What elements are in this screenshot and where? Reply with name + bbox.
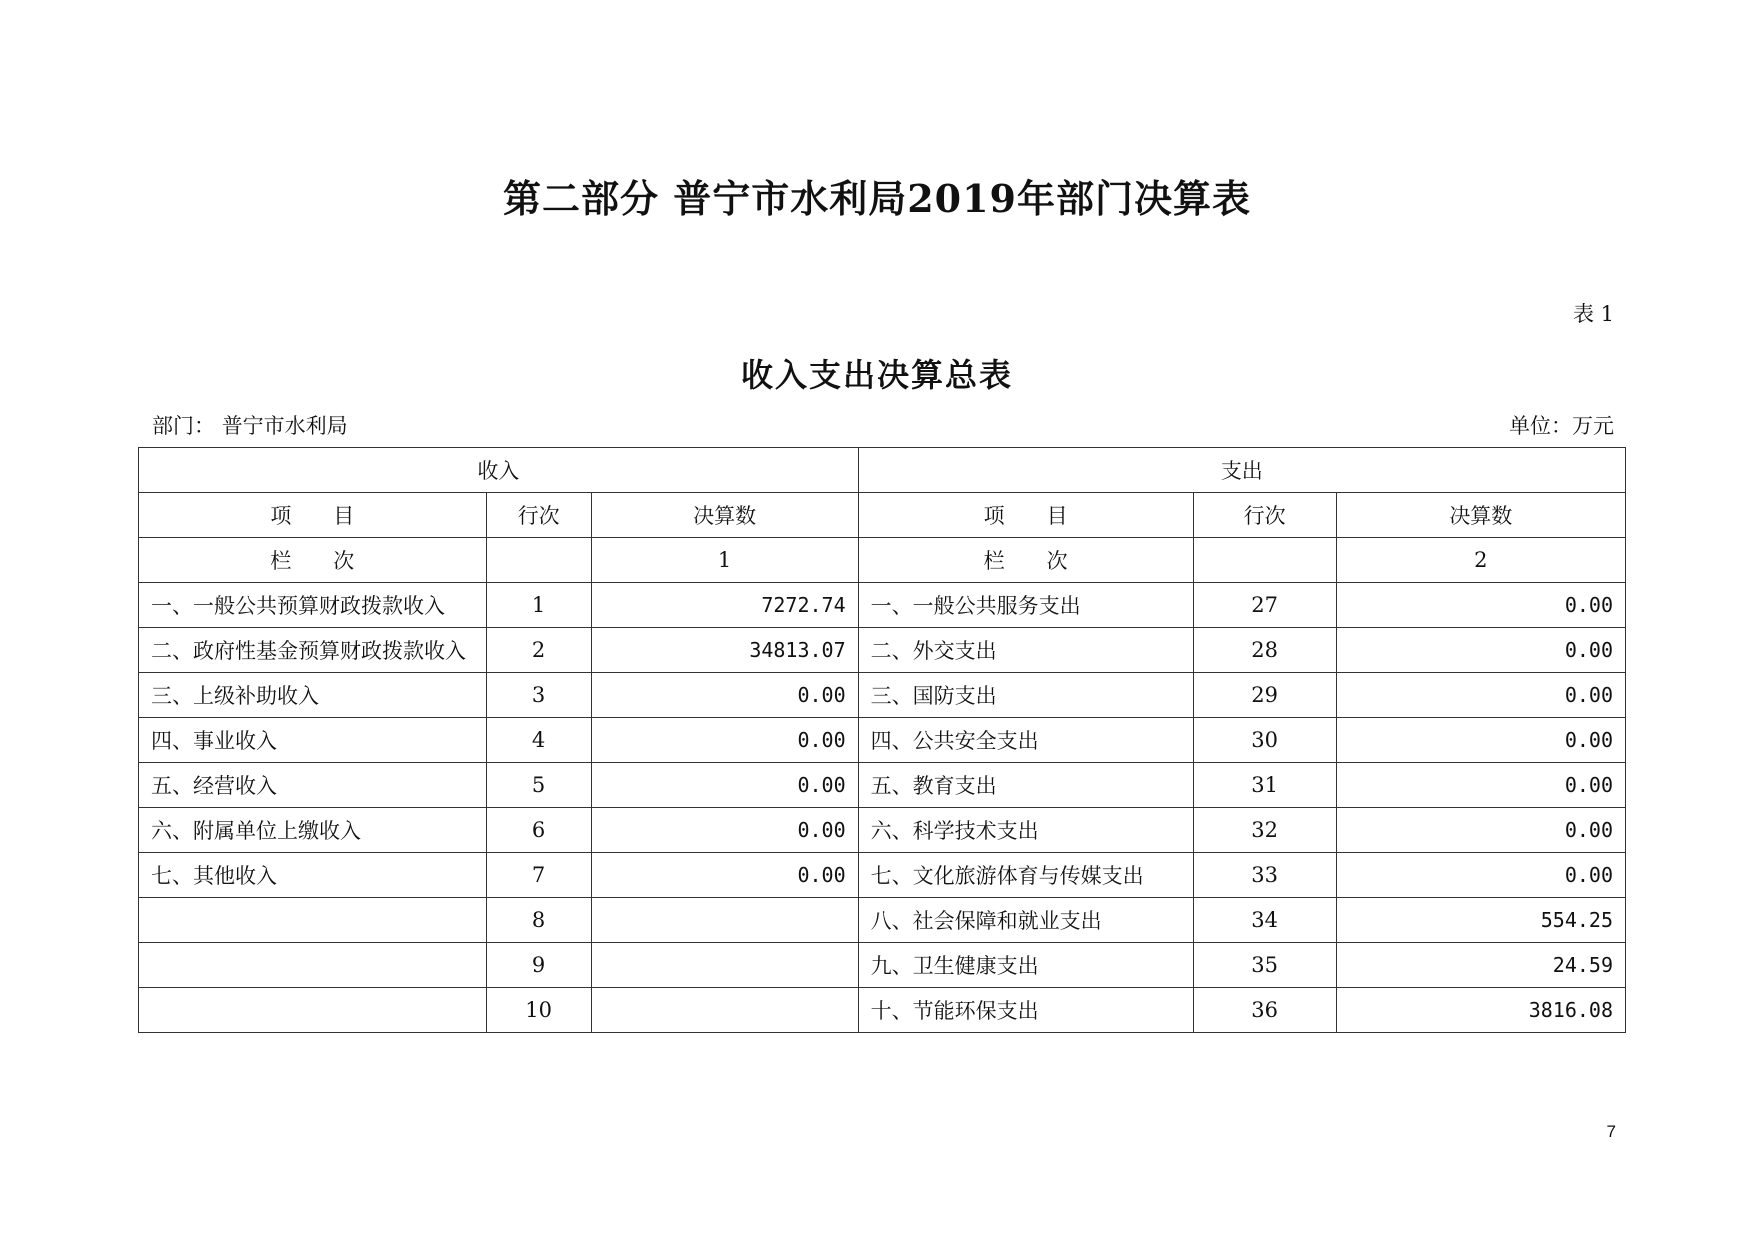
income-amount-cell: 0.00 <box>591 673 858 718</box>
table-number: 表 1 <box>1572 302 1614 326</box>
expense-row-no-header: 行次 <box>1193 493 1336 538</box>
income-amount-cell: 0.00 <box>591 853 858 898</box>
expense-amount-cell: 0.00 <box>1336 763 1625 808</box>
income-item-cell: 六、附属单位上缴收入 <box>139 808 487 853</box>
expense-row-no-cell: 28 <box>1193 628 1336 673</box>
income-column-label: 栏 次 <box>139 538 487 583</box>
department-label: 部门： <box>152 414 215 438</box>
income-row-no-cell: 7 <box>486 853 591 898</box>
page-number: 7 <box>1606 1122 1616 1141</box>
income-amount-cell <box>591 898 858 943</box>
income-row-no-cell: 9 <box>486 943 591 988</box>
department-name: 普宁市水利局 <box>221 414 348 438</box>
expense-item-cell: 八、社会保障和就业支出 <box>858 898 1193 943</box>
column-header-row <box>139 493 1626 538</box>
section-header-row <box>139 448 1626 493</box>
income-amount-cell <box>591 988 858 1033</box>
income-amount-cell: 7272.74 <box>591 583 858 628</box>
expense-row-no-cell: 30 <box>1193 718 1336 763</box>
table-row <box>139 628 1626 673</box>
income-amount-cell: 0.00 <box>591 718 858 763</box>
table-row <box>139 763 1626 808</box>
expense-row-no-cell: 35 <box>1193 943 1336 988</box>
income-item-header: 项 目 <box>139 493 487 538</box>
income-row-no-cell: 6 <box>486 808 591 853</box>
page-title: 第二部分 普宁市水利局2019年部门决算表 <box>503 176 1251 221</box>
expense-row-no-cell: 33 <box>1193 853 1336 898</box>
expense-amount-cell: 0.00 <box>1336 808 1625 853</box>
expense-row-no-cell: 31 <box>1193 763 1336 808</box>
income-item-cell <box>139 898 487 943</box>
expense-item-cell: 四、公共安全支出 <box>858 718 1193 763</box>
table-row <box>139 673 1626 718</box>
expense-amount-cell: 0.00 <box>1336 673 1625 718</box>
income-item-cell: 三、上级补助收入 <box>139 673 487 718</box>
department-line <box>152 410 348 440</box>
unit-label: 单位：万元 <box>1509 414 1614 438</box>
income-item-cell: 五、经营收入 <box>139 763 487 808</box>
expense-amount-header: 决算数 <box>1336 493 1625 538</box>
expense-amount-cell: 0.00 <box>1336 583 1625 628</box>
income-amount-cell: 34813.07 <box>591 628 858 673</box>
expense-amount-cell: 0.00 <box>1336 853 1625 898</box>
income-amount-cell: 0.00 <box>591 808 858 853</box>
income-row-no-header: 行次 <box>486 493 591 538</box>
expense-header: 支出 <box>858 448 1625 493</box>
table-row <box>139 853 1626 898</box>
income-header: 收入 <box>139 448 859 493</box>
income-row-no-cell: 2 <box>486 628 591 673</box>
expense-amount-cell: 0.00 <box>1336 628 1625 673</box>
table-title: 收入支出决算总表 <box>740 356 1013 394</box>
expense-column-index: 2 <box>1336 538 1625 583</box>
expense-item-cell: 六、科学技术支出 <box>858 808 1193 853</box>
table-row <box>139 808 1626 853</box>
expense-item-cell: 三、国防支出 <box>858 673 1193 718</box>
income-column-empty <box>486 538 591 583</box>
expense-row-no-cell: 36 <box>1193 988 1336 1033</box>
expense-row-no-cell: 29 <box>1193 673 1336 718</box>
income-item-cell: 四、事业收入 <box>139 718 487 763</box>
expense-item-cell: 二、外交支出 <box>858 628 1193 673</box>
income-row-no-cell: 3 <box>486 673 591 718</box>
table-row <box>139 898 1626 943</box>
income-row-no-cell: 4 <box>486 718 591 763</box>
income-expense-table <box>138 447 1626 1033</box>
expense-column-label: 栏 次 <box>858 538 1193 583</box>
expense-amount-cell: 3816.08 <box>1336 988 1625 1033</box>
income-item-cell: 一、一般公共预算财政拨款收入 <box>139 583 487 628</box>
income-row-no-cell: 5 <box>486 763 591 808</box>
income-item-cell <box>139 988 487 1033</box>
expense-row-no-cell: 32 <box>1193 808 1336 853</box>
income-item-cell <box>139 943 487 988</box>
income-column-index: 1 <box>591 538 858 583</box>
expense-column-empty <box>1193 538 1336 583</box>
income-row-no-cell: 8 <box>486 898 591 943</box>
table-row <box>139 718 1626 763</box>
expense-item-header: 项 目 <box>858 493 1193 538</box>
income-amount-cell: 0.00 <box>591 763 858 808</box>
income-row-no-cell: 10 <box>486 988 591 1033</box>
expense-amount-cell: 554.25 <box>1336 898 1625 943</box>
expense-item-cell: 九、卫生健康支出 <box>858 943 1193 988</box>
expense-amount-cell: 24.59 <box>1336 943 1625 988</box>
column-index-row <box>139 538 1626 583</box>
table-row <box>139 583 1626 628</box>
income-item-cell: 二、政府性基金预算财政拨款收入 <box>139 628 487 673</box>
income-amount-header: 决算数 <box>591 493 858 538</box>
expense-amount-cell: 0.00 <box>1336 718 1625 763</box>
table-row <box>139 943 1626 988</box>
expense-row-no-cell: 27 <box>1193 583 1336 628</box>
expense-row-no-cell: 34 <box>1193 898 1336 943</box>
income-item-cell: 七、其他收入 <box>139 853 487 898</box>
expense-item-cell: 五、教育支出 <box>858 763 1193 808</box>
expense-item-cell: 十、节能环保支出 <box>858 988 1193 1033</box>
expense-item-cell: 七、文化旅游体育与传媒支出 <box>858 853 1193 898</box>
expense-item-cell: 一、一般公共服务支出 <box>858 583 1193 628</box>
table-row <box>139 988 1626 1033</box>
income-amount-cell <box>591 943 858 988</box>
income-row-no-cell: 1 <box>486 583 591 628</box>
